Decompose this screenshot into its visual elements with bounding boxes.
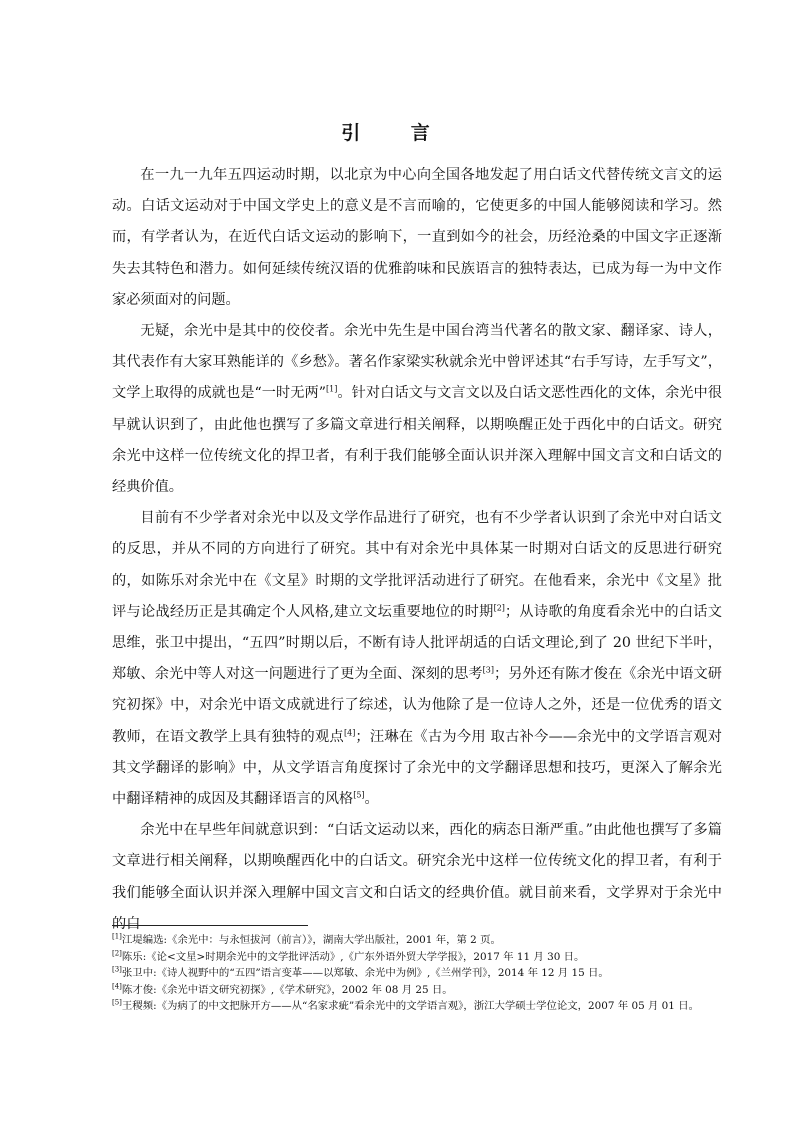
- paragraph-text: 在一九一九年五四运动时期，以北京为中心向全国各地发起了用白话文代替传统文言文的运动。白话文运动对于中国文学史上的意义是不言而喻的，它使更多的中国人能够阅读和学习。然而，有学者认为，在近代白话文运动的影响下，一直到如今的社会，历经沧桑的中国文字正逐渐失去其特色和潜力。如何延续传统汉语的优雅韵味和民族语言的独特表达，已成为每一为中文作家必须面对的问题。: [112, 167, 722, 308]
- footnote-text: 张卫中:《诗人视野中的“五四”语言变革——以郑敏、余光中为例》,《兰州学刊》，2014 年 12 月 15 日。: [121, 967, 609, 980]
- footnote-divider: [112, 925, 308, 926]
- paragraph-text: 无疑，余光中是其中的佼佼者。余光中先生是中国台湾当代著名的散文家、翻译家、诗人，其代表作有大家耳熟能详的《乡愁》。著名作家梁实秋就余光中曾评述其“右手写诗，左手写文”，文学上取得的成就也是“一时无两”: [112, 323, 722, 402]
- paragraph-text: 。针对白话文与文言文以及白话文恶性西化的文体，余光中很早就认识到了，由此他也撰写了多篇文章进行相关阐释，以期唤醒正处于西化中的白话文。研究余光中这样一位传统文化的捍卫者，有利于我们能够全面认识并深入理解中国文言文和白话文的经典价值。: [112, 385, 722, 496]
- paragraph: [112, 815, 722, 940]
- footnote-mark: [5]: [112, 998, 122, 1007]
- page-title: 引 言: [341, 122, 452, 144]
- footnote: [112, 932, 722, 949]
- footnote-text: 王稷频:《为病了的中文把脉开方——从“名家求疵”看余光中的文学语言观》，浙江大学硕士学位论文，2007 年 05 月 01 日。: [121, 1000, 699, 1013]
- paragraph: [112, 316, 722, 503]
- footnote-text: 陈才俊:《余光中语文研究初探》,《学术研究》，2002 年 08 月 25 日。: [121, 983, 453, 996]
- citation-mark: [5]: [353, 790, 365, 800]
- paragraph-text: ；另外还有陈才俊在《余光中语文研究初探》中，对余光中语文成就进行了综述，认为他除了是一位诗人之外，还是一位优秀的语文教师，在语文教学上具有独特的观点: [112, 666, 722, 745]
- paragraph-text: ；从诗歌的角度看余光中的白话文思维，张卫中提出，“五四”时期以后，不断有诗人批评胡适的白话文理论,到了 20 世纪下半叶，郑敏、余光中等人对这一问题进行了更为全面、深刻的思考: [112, 603, 722, 683]
- paragraph-text: ；汪琳在《古为今用 取古补今——余光中的文学语言观对其文学翻译的影响》中，从文学语言角度探讨了余光中的文学翻译思想和技巧，更深入了解余光中翻译精神的成因及其翻译语言的风格: [112, 728, 722, 808]
- footnote-mark: [3]: [112, 965, 122, 974]
- paragraph-text: 余光中在早些年间就意识到：“白话文运动以来，西化的病态日渐严重。”由此他也撰写了多篇文章进行相关阐释，以期唤醒西化中的白话文。研究余光中这样一位传统文化的捍卫者，有利于我们能够全面认识并深入理解中国文言文和白话文的经典价值。就目前来看，文学界对于余光中的白: [112, 822, 722, 932]
- paragraph: [112, 160, 722, 316]
- footnotes: [112, 932, 722, 1015]
- footnote: [112, 949, 722, 966]
- footnote-mark: [2]: [112, 949, 122, 958]
- footnote: [112, 982, 722, 999]
- footnote-mark: [1]: [112, 932, 122, 941]
- paragraph-text: 。: [364, 791, 379, 808]
- paragraph: [112, 503, 722, 815]
- footnote-mark: [4]: [112, 982, 122, 991]
- footnote: [112, 965, 722, 982]
- body-text: [112, 160, 722, 940]
- citation-mark: [2]: [493, 603, 505, 613]
- footnote: [112, 998, 722, 1015]
- citation-mark: [3]: [482, 665, 494, 675]
- citation-mark: [1]: [326, 384, 338, 394]
- citation-mark: [4]: [343, 727, 356, 737]
- footnote-text: 江堤编选:《余光中：与永恒拔河（前言）》，湖南大学出版社，2001 年，第 2 页。: [121, 934, 501, 946]
- footnote-text: 陈乐:《论<文星>时期余光中的文学批评活动》,《广东外语外贸大学学报》，2017 年 11 月 30 日。: [121, 950, 585, 963]
- paragraph-text: 目前有不少学者对余光中以及文学作品进行了研究，也有不少学者认识到了余光中对白话文的反思，并从不同的方向进行了研究。其中有对余光中具体某一时期对白话文的反思进行研究的，如陈乐对余光中在《文星》时期的文学批评活动进行了研究。在他看来，余光中《文星》批评与论战经历正是其确定个人风格,建立文坛重要地位的时期: [112, 510, 722, 620]
